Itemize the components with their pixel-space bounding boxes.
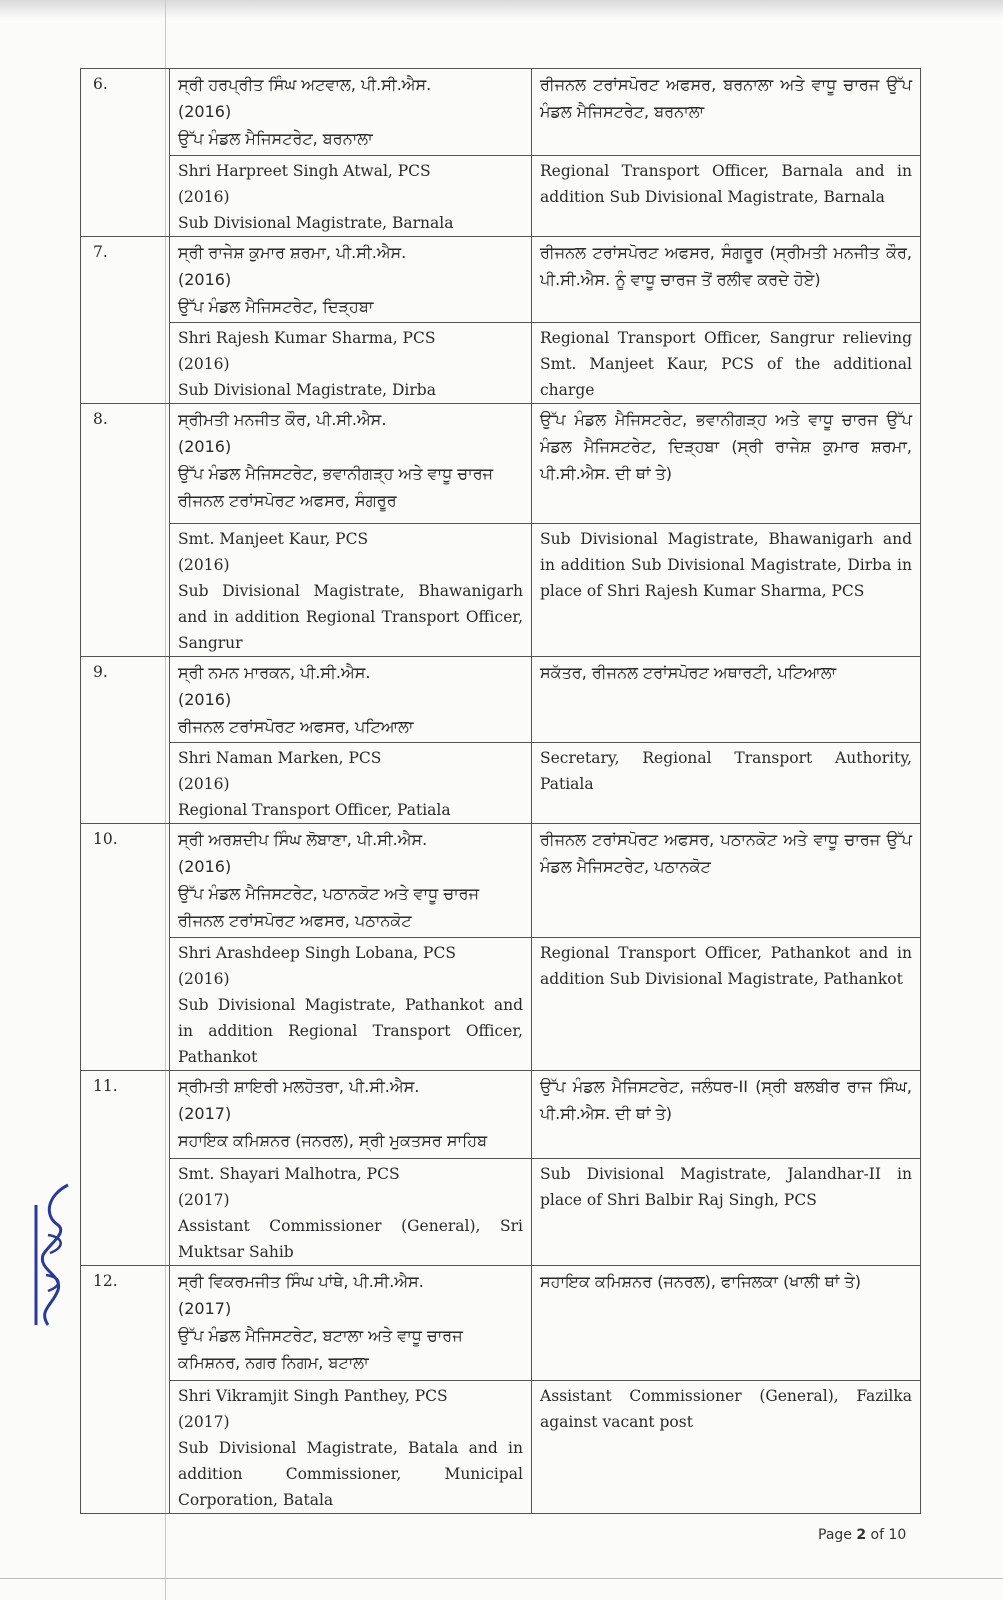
- text-line: Shri Rajesh Kumar Sharma, PCS: [178, 329, 436, 347]
- text-line: (2016): [178, 355, 230, 373]
- text-line: (2016): [178, 857, 232, 876]
- posting-punjabi: ਰੀਜਨਲ ਟਰਾਂਸਪੋਰਟ ਅਫਸਰ, ਸੰਗਰੂਰ (ਸ੍ਰੀਮਤੀ ਮਨਜੀਤ ਕੌਰ, ਪੀ.ਸੀ.ਐਸ. ਨੂੰ ਵਾਧੂ ਚਾਰਜ ਤੋਂ ਰਲੀਵ ਕਰਦੇ ਹੋਏ): [532, 237, 921, 323]
- posting-english: Regional Transport Officer, Pathankot and in addition Sub Divisional Magistrate, Pathankot: [532, 938, 921, 1071]
- text-line: (2016): [178, 556, 230, 574]
- posting-english: Assistant Commissioner (General), Fazilka against vacant post: [532, 1381, 921, 1514]
- text-line: ਉੱਪ ਮੰਡਲ ਮੈਜਿਸਟਰੇਟ, ਬਟਾਲਾ ਅਤੇ ਵਾਧੂ ਚਾਰਜ ਕਮਿਸ਼ਨਰ, ਨਗਰ ਨਿਗਮ, ਬਟਾਲਾ: [178, 1326, 463, 1372]
- table-row: [81, 323, 921, 404]
- posting-punjabi: ਰੀਜਨਲ ਟਰਾਂਸਪੋਰਟ ਅਫਸਰ, ਪਠਾਨਕੋਟ ਅਤੇ ਵਾਧੂ ਚਾਰਜ ਉੱਪ ਮੰਡਲ ਮੈਜਿਸਟਰੇਟ, ਪਠਾਨਕੋਟ: [532, 824, 921, 938]
- text-line: Regional Transport Officer, Patiala: [178, 801, 451, 819]
- text-line: Sub Divisional Magistrate, Barnala: [178, 214, 454, 232]
- posting-punjabi: ਸਹਾਇਕ ਕਮਿਸ਼ਨਰ (ਜਨਰਲ), ਫਾਜਿਲਕਾ (ਖਾਲੀ ਥਾਂ ਤੇ): [532, 1266, 921, 1381]
- text-line: Sub Divisional Magistrate, Dirba: [178, 381, 436, 399]
- text-line: Shri Harpreet Singh Atwal, PCS: [178, 162, 431, 180]
- text-line: (2016): [178, 437, 232, 456]
- officer-punjabi: [170, 1071, 532, 1159]
- serial-number: 8.: [81, 404, 170, 657]
- table-row: [81, 404, 921, 524]
- posting-punjabi: ਰੀਜਨਲ ਟਰਾਂਸਪੋਰਟ ਅਫਸਰ, ਬਰਨਾਲਾ ਅਤੇ ਵਾਧੂ ਚਾਰਜ ਉੱਪ ਮੰਡਲ ਮੈਜਿਸਟਰੇਟ, ਬਰਨਾਲਾ: [532, 69, 921, 156]
- text-line: ਉੱਪ ਮੰਡਲ ਮੈਜਿਸਟਰੇਟ, ਭਵਾਨੀਗੜ੍ਹ ਅਤੇ ਵਾਧੂ ਚਾਰਜ ਰੀਜਨਲ ਟਰਾਂਸਪੋਰਟ ਅਫਸਰ, ਸੰਗਰੂਰ: [178, 464, 494, 510]
- text-line: (2016): [178, 970, 230, 988]
- signature: [28, 1175, 78, 1335]
- serial-number: 10.: [81, 824, 170, 1071]
- scan-shadow: [0, 0, 1003, 18]
- text-line: (2016): [178, 188, 230, 206]
- posting-punjabi: ਸਕੱਤਰ, ਰੀਜਨਲ ਟਰਾਂਸਪੋਰਟ ਅਥਾਰਟੀ, ਪਟਿਆਲਾ: [532, 657, 921, 743]
- officer-punjabi: [170, 657, 532, 743]
- text-line: ਰੀਜਨਲ ਟਰਾਂਸਪੋਰਟ ਅਫਸਰ, ਪਟਿਆਲਾ: [178, 717, 414, 736]
- posting-english: Regional Transport Officer, Barnala and in addition Sub Divisional Magistrate, Barnala: [532, 156, 921, 237]
- serial-number: 12.: [81, 1266, 170, 1514]
- officer-punjabi: [170, 237, 532, 323]
- officer-punjabi: [170, 824, 532, 938]
- text-line: (2017): [178, 1191, 230, 1209]
- text-line: Shri Naman Marken, PCS: [178, 749, 382, 767]
- text-line: ਸ੍ਰੀ ਅਰਸ਼ਦੀਪ ਸਿੰਘ ਲੋਬਾਣਾ, ਪੀ.ਸੀ.ਐਸ.: [178, 830, 428, 849]
- text-line: Assistant Commissioner (General), Sri Muktsar Sahib: [178, 1217, 523, 1261]
- posting-english: Sub Divisional Magistrate, Jalandhar-II in place of Shri Balbir Raj Singh, PCS: [532, 1159, 921, 1266]
- transfer-table: [80, 68, 921, 1514]
- officer-english: [170, 1159, 532, 1266]
- table-row: [81, 1266, 921, 1381]
- officer-english: [170, 156, 532, 237]
- serial-number: 11.: [81, 1071, 170, 1266]
- text-line: ਉੱਪ ਮੰਡਲ ਮੈਜਿਸਟਰੇਟ, ਦਿੜ੍ਹਬਾ: [178, 297, 374, 316]
- text-line: Smt. Manjeet Kaur, PCS: [178, 530, 369, 548]
- text-line: ਸ੍ਰੀਮਤੀ ਸ਼ਾਇਰੀ ਮਲਹੋਤਰਾ, ਪੀ.ਸੀ.ਐਸ.: [178, 1077, 420, 1096]
- serial-number: 7.: [81, 237, 170, 404]
- text-line: Sub Divisional Magistrate, Pathankot and in addition Regional Transport Officer, Pathankot: [178, 996, 523, 1066]
- officer-punjabi: [170, 69, 532, 156]
- table-row: [81, 938, 921, 1071]
- text-line: Sub Divisional Magistrate, Batala and in addition Commissioner, Municipal Corporation, Batala: [178, 1439, 523, 1509]
- text-line: Smt. Shayari Malhotra, PCS: [178, 1165, 400, 1183]
- text-line: (2017): [178, 1104, 232, 1123]
- bottom-rule: [0, 1578, 1003, 1579]
- text-line: ਸ੍ਰੀ ਵਿਕਰਮਜੀਤ ਸਿੰਘ ਪਾਂਥੇ, ਪੀ.ਸੀ.ਐਸ.: [178, 1272, 424, 1291]
- table-row: [81, 524, 921, 657]
- table-row: [81, 824, 921, 938]
- text-line: ਸ੍ਰੀਮਤੀ ਮਨਜੀਤ ਕੌਰ, ਪੀ.ਸੀ.ਐਸ.: [178, 410, 387, 429]
- officer-english: [170, 938, 532, 1071]
- officer-punjabi: [170, 1266, 532, 1381]
- officer-english: [170, 524, 532, 657]
- page-number: Page 2 of 10: [818, 1527, 907, 1543]
- table-row: [81, 69, 921, 156]
- table-row: [81, 657, 921, 743]
- text-line: Sub Divisional Magistrate, Bhawanigarh and in addition Regional Transport Officer, Sangrur: [178, 582, 523, 652]
- text-line: ਉੱਪ ਮੰਡਲ ਮੈਜਿਸਟਰੇਟ, ਪਠਾਨਕੋਟ ਅਤੇ ਵਾਧੂ ਚਾਰਜ ਰੀਜਨਲ ਟਰਾਂਸਪੋਰਟ ਅਫਸਰ, ਪਠਾਨਕੋਟ: [178, 884, 480, 930]
- table-row: [81, 156, 921, 237]
- table-row: [81, 237, 921, 323]
- text-line: ਉੱਪ ਮੰਡਲ ਮੈਜਿਸਟਰੇਟ, ਬਰਨਾਲਾ: [178, 129, 373, 148]
- officer-english: [170, 743, 532, 824]
- posting-english: Regional Transport Officer, Sangrur relieving Smt. Manjeet Kaur, PCS of the additional charge: [532, 323, 921, 404]
- table-row: [81, 1159, 921, 1266]
- text-line: (2016): [178, 270, 232, 289]
- table-row: [81, 1071, 921, 1159]
- serial-number: 9.: [81, 657, 170, 824]
- officer-english: [170, 1381, 532, 1514]
- text-line: ਸ੍ਰੀ ਰਾਜੇਸ਼ ਕੁਮਾਰ ਸ਼ਰਮਾ, ਪੀ.ਸੀ.ਐਸ.: [178, 243, 407, 262]
- text-line: Shri Arashdeep Singh Lobana, PCS: [178, 944, 456, 962]
- text-line: (2016): [178, 690, 232, 709]
- posting-english: Secretary, Regional Transport Authority, Patiala: [532, 743, 921, 824]
- text-line: ਸ੍ਰੀ ਨਮਨ ਮਾਰਕਨ, ਪੀ.ਸੀ.ਐਸ.: [178, 663, 371, 682]
- text-line: (2016): [178, 775, 230, 793]
- text-line: ਸ੍ਰੀ ਹਰਪ੍ਰੀਤ ਸਿੰਘ ਅਟਵਾਲ, ਪੀ.ਸੀ.ਐਸ.: [178, 75, 432, 94]
- officer-punjabi: [170, 404, 532, 524]
- text-line: (2017): [178, 1299, 232, 1318]
- serial-number: 6.: [81, 69, 170, 237]
- posting-punjabi: ਉੱਪ ਮੰਡਲ ਮੈਜਿਸਟਰੇਟ, ਭਵਾਨੀਗੜ੍ਹ ਅਤੇ ਵਾਧੂ ਚਾਰਜ ਉੱਪ ਮੰਡਲ ਮੈਜਿਸਟਰੇਟ, ਦਿੜ੍ਹਬਾ (ਸ੍ਰੀ ਰਾਜੇਸ਼ ਕੁਮਾਰ ਸ਼ਰਮਾ, ਪੀ.ਸੀ.ਐਸ. ਦੀ ਥਾਂ ਤੇ): [532, 404, 921, 524]
- officer-english: [170, 323, 532, 404]
- table-row: [81, 743, 921, 824]
- table-row: [81, 1381, 921, 1514]
- text-line: ਸਹਾਇਕ ਕਮਿਸ਼ਨਰ (ਜਨਰਲ), ਸ੍ਰੀ ਮੁਕਤਸਰ ਸਾਹਿਬ: [178, 1131, 488, 1150]
- posting-english: Sub Divisional Magistrate, Bhawanigarh and in addition Sub Divisional Magistrate, Dirba in place of Shri Rajesh Kumar Sharma, PCS: [532, 524, 921, 657]
- text-line: Shri Vikramjit Singh Panthey, PCS: [178, 1387, 448, 1405]
- text-line: (2016): [178, 102, 232, 121]
- text-line: (2017): [178, 1413, 230, 1431]
- posting-punjabi: ਉੱਪ ਮੰਡਲ ਮੈਜਿਸਟਰੇਟ, ਜਲੰਧਰ-II (ਸ੍ਰੀ ਬਲਬੀਰ ਰਾਜ ਸਿੰਘ, ਪੀ.ਸੀ.ਐਸ. ਦੀ ਥਾਂ ਤੇ): [532, 1071, 921, 1159]
